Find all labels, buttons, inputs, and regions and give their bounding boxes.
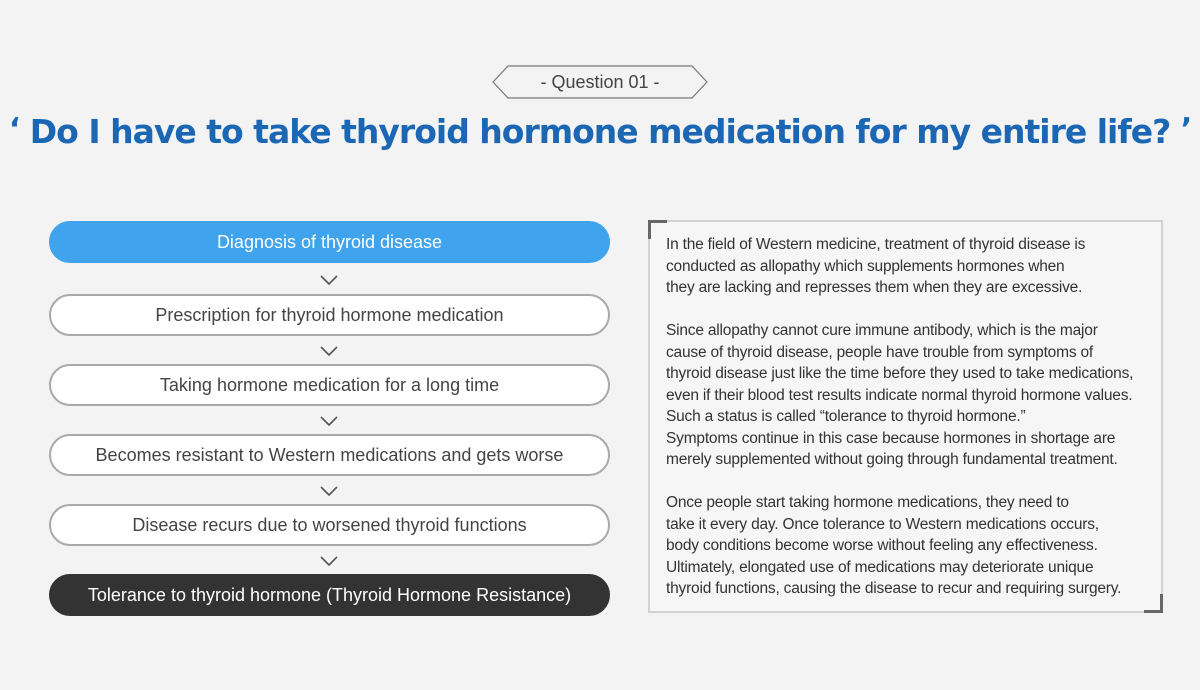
text-line: thyroid disease just like the time before they used to take medications, (666, 365, 1134, 382)
headline-text: Do I have to take thyroid hormone medication for my entire life? (29, 112, 1171, 151)
chevron-down-icon (319, 415, 339, 427)
paragraph-1 (666, 234, 1166, 299)
question-tag-label: - Question 01 - (540, 72, 660, 92)
text-line: even if their blood test results indicate normal thyroid hormone values. (666, 386, 1133, 404)
open-quote: ‘ (8, 112, 20, 147)
text-line: Such a status is called “tolerance to thyroid hormone.” (666, 408, 1026, 425)
corner-bracket-top-left (648, 220, 667, 239)
paragraph-2 (666, 320, 1166, 471)
chevron-down-icon (319, 485, 339, 497)
text-line: Once people start taking hormone medications, they need to (666, 494, 1069, 511)
text-line: merely supplemented without going through fundamental treatment. (666, 451, 1118, 468)
text-line: they are lacking and represses them when they are excessive. (666, 279, 1083, 296)
text-line: thyroid functions, causing the disease to recur and requiring surgery. (666, 580, 1122, 597)
close-quote: ’ (1180, 112, 1192, 147)
text-line: Ultimately, elongated use of medications may deteriorate unique (666, 558, 1094, 576)
chevron-down-icon (319, 555, 339, 567)
text-line: conducted as allopathy which supplements hormones when (666, 257, 1065, 275)
text-line: Since allopathy cannot cure immune antibody, which is the major (666, 322, 1098, 339)
flow-step-long-term: Taking hormone medication for a long time (49, 364, 610, 406)
flow-step-prescription: Prescription for thyroid hormone medication (49, 294, 610, 336)
page-title (0, 112, 1200, 151)
text-line: take it every day. Once tolerance to Western medications occurs, (666, 515, 1099, 533)
text-line: In the field of Western medicine, treatment of thyroid disease is (666, 236, 1086, 253)
text-line: Symptoms continue in this case because hormones in shortage are (666, 429, 1116, 447)
question-tag (492, 65, 708, 99)
text-line: body conditions become worse without feeling any effectiveness. (666, 537, 1098, 554)
chevron-down-icon (319, 345, 339, 357)
flow-step-resistant: Becomes resistant to Western medications and gets worse (49, 434, 610, 476)
flow-step-diagnosis: Diagnosis of thyroid disease (49, 221, 610, 263)
chevron-down-icon (319, 274, 339, 286)
explanation-panel (648, 220, 1163, 613)
flow-step-tolerance: Tolerance to thyroid hormone (Thyroid Hormone Resistance) (49, 574, 610, 616)
flow-step-recurs: Disease recurs due to worsened thyroid functions (49, 504, 610, 546)
paragraph-3 (666, 492, 1166, 600)
text-line: cause of thyroid disease, people have trouble from symptoms of (666, 343, 1093, 361)
